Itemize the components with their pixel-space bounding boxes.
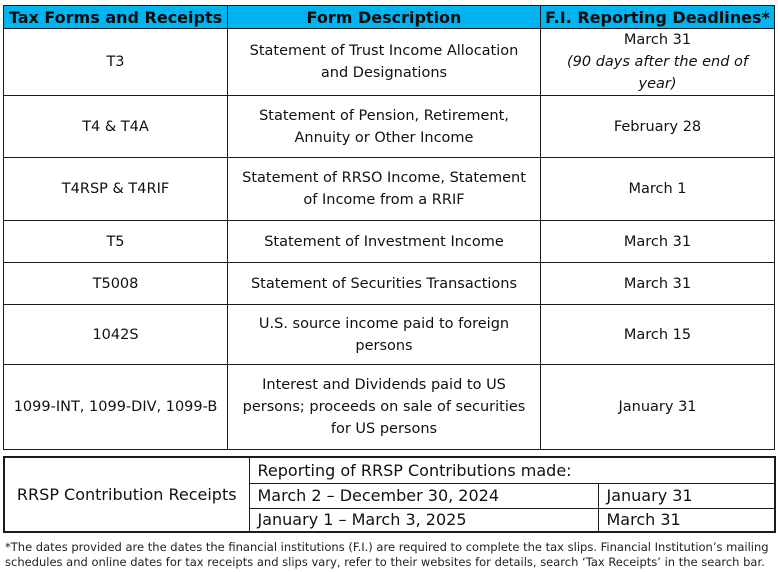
tax-forms-table <box>3 5 775 450</box>
table-header-row <box>4 6 775 29</box>
deadline-cell: March 31 <box>541 263 775 305</box>
description-cell: U.S. source income paid to foreign persons <box>228 305 541 365</box>
rrsp-contributions-table <box>3 456 776 533</box>
form-cell: T5 <box>4 221 228 263</box>
rrsp-heading: Reporting of RRSP Contributions made: <box>249 457 775 483</box>
deadline-cell <box>541 29 775 96</box>
header-tax-forms: Tax Forms and Receipts <box>4 6 228 29</box>
description-cell: Statement of Investment Income <box>228 221 541 263</box>
form-cell: T3 <box>4 29 228 96</box>
description-cell: Statement of Trust Income Allocation and Designations <box>228 29 541 96</box>
deadline-text: March 31 <box>623 32 692 48</box>
form-cell: T4 & T4A <box>4 96 228 158</box>
deadline-cell: February 28 <box>541 96 775 158</box>
form-cell: T4RSP & T4RIF <box>4 158 228 221</box>
form-cell: 1042S <box>4 305 228 365</box>
deadline-cell: March 31 <box>541 221 775 263</box>
deadline-note: (90 days after the end of year) <box>566 54 749 92</box>
table-row <box>4 457 775 483</box>
deadline-cell: March 1 <box>541 158 775 221</box>
table-row <box>4 365 775 450</box>
table-row <box>4 221 775 263</box>
rrsp-deadline: March 31 <box>598 508 775 532</box>
header-reporting-deadlines: F.I. Reporting Deadlines* <box>541 6 775 29</box>
description-cell: Statement of RRSO Income, Statement of Income from a RRIF <box>228 158 541 221</box>
deadline-cell: March 15 <box>541 305 775 365</box>
description-cell: Statement of Pension, Retirement, Annuity or Other Income <box>228 96 541 158</box>
rrsp-label: RRSP Contribution Receipts <box>4 457 249 532</box>
table-row <box>4 263 775 305</box>
deadline-cell: January 31 <box>541 365 775 450</box>
table-row <box>4 158 775 221</box>
rrsp-period: March 2 – December 30, 2024 <box>249 483 598 508</box>
description-cell: Statement of Securities Transactions <box>228 263 541 305</box>
form-cell: T5008 <box>4 263 228 305</box>
table-row <box>4 96 775 158</box>
table-row <box>4 29 775 96</box>
table-row <box>4 305 775 365</box>
header-form-description: Form Description <box>228 6 541 29</box>
form-cell: 1099-INT, 1099-DIV, 1099-B <box>4 365 228 450</box>
description-cell: Interest and Dividends paid to US persons; proceeds on sale of securities for US persons <box>228 365 541 450</box>
rrsp-period: January 1 – March 3, 2025 <box>249 508 598 532</box>
footnote: *The dates provided are the dates the financial institutions (F.I.) are required to complete the tax slips. Financial Institution’s mailing schedules and online dates for tax receipts and slips vary, refer to their websites for details, search ‘Tax Receipts’ in the search bar. <box>5 540 769 569</box>
rrsp-deadline: January 31 <box>598 483 775 508</box>
